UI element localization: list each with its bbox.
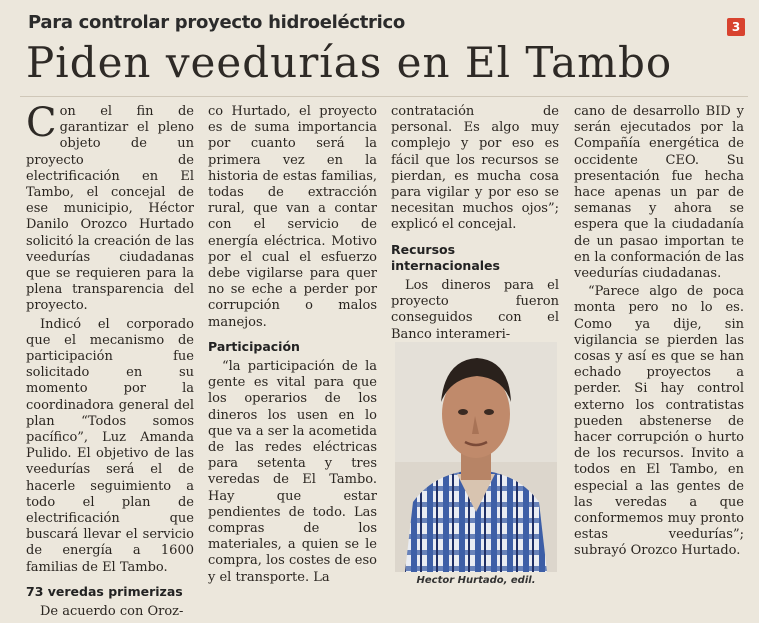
- paragraph-5: “la participación de la gente es vital para que los operarios de los dineros los usen en lo que va a ser la acometida de las redes eléctricas para setenta y tres veredas de El Tambo. Hay que estar pendientes de todo. Las compras de los materiales, a quien se le compra, los costes de eso y el transporte. La: [208, 359, 377, 585]
- kicker: Para controlar proyecto hidroeléctrico: [28, 12, 405, 33]
- paragraph-2: Indicó el corporado que el mecanismo de participación fue solicitado en su momento por la coordinadora general del plan “Todos somos pacífico”, Luz Amanda Pulido. El objetivo de las veedurías será el de hacerle seguimiento a todo el plan de electrificación que buscará llevar el servicio de energía a 1600 familias de El Tambo.: [26, 316, 194, 575]
- paragraph-1: [26, 100, 194, 315]
- portrait-illustration: [395, 342, 557, 572]
- subhead-participacion: Participación: [208, 338, 300, 354]
- column-3: [391, 104, 559, 343]
- drop-cap: C: [26, 100, 57, 146]
- column-4: [574, 104, 744, 560]
- column-2: [208, 104, 377, 586]
- column-1: [26, 100, 194, 620]
- page-marker: 3: [727, 18, 745, 36]
- paragraph-6: contratación de personal. Es algo muy complejo y por eso es fácil que los recursos se pierdan, es mucha cosa para vigilar y por eso se necesitan muchos ojos”; explicó el concejal.: [391, 104, 559, 233]
- paragraph-8: cano de desarrollo BID y serán ejecutados por la Compañía energética de occidente CEO. Su presentación fue hecha hace apenas un par de semanas y ahora se espera que la ciudadanía de un pasao importan te en la conformación de las veedurías ciudadanas.: [574, 104, 744, 282]
- portrait-photo: [395, 342, 557, 572]
- paragraph-1-text: on el fin de garantizar el pleno objeto de un proyecto de electrificación en El Tambo, el concejal de ese municipio, Héctor Danilo Orozco Hurtado solicitó la creación de las veedurías ciudadanas que se requieren para la plena transparencia del proyecto.: [26, 104, 194, 314]
- paragraph-4: co Hurtado, el proyecto es de suma importancia por cuanto será la primera vez en la historia de estas familias, todas de extracción rural, que van a contar con el servicio de energía eléctrica. Motivo por el cual el esfuerzo debe vigilarse para quer no se eche a perder por corrupción o malos manejos.: [208, 104, 377, 330]
- subhead-recursos: Recursos internacionales: [391, 241, 500, 273]
- paragraph-7: Los dineros para el proyecto fueron conseguidos con el Banco interameri-: [391, 278, 559, 342]
- headline: Piden veedurías en El Tambo: [26, 38, 673, 87]
- header-rule: [20, 96, 748, 97]
- subhead-veredas: 73 veredas primerizas: [26, 583, 183, 599]
- photo-caption: Hector Hurtado, edil.: [416, 575, 536, 586]
- paragraph-3: De acuerdo con Oroz-: [40, 604, 184, 620]
- paragraph-9: “Parece algo de poca monta pero no lo es. Como ya dije, sin vigilancia se pierden las cosas y así es que se han echado proyectos a perder. Si hay control externo los contratistas pueden abstenerse de hacer corrupción o hurto de los recursos. Invito a todos en El Tambo, en especial a las gentes de las veredas a que conformemos muy pronto estas veedurías”; subrayó Orozco Hurtado.: [574, 284, 744, 559]
